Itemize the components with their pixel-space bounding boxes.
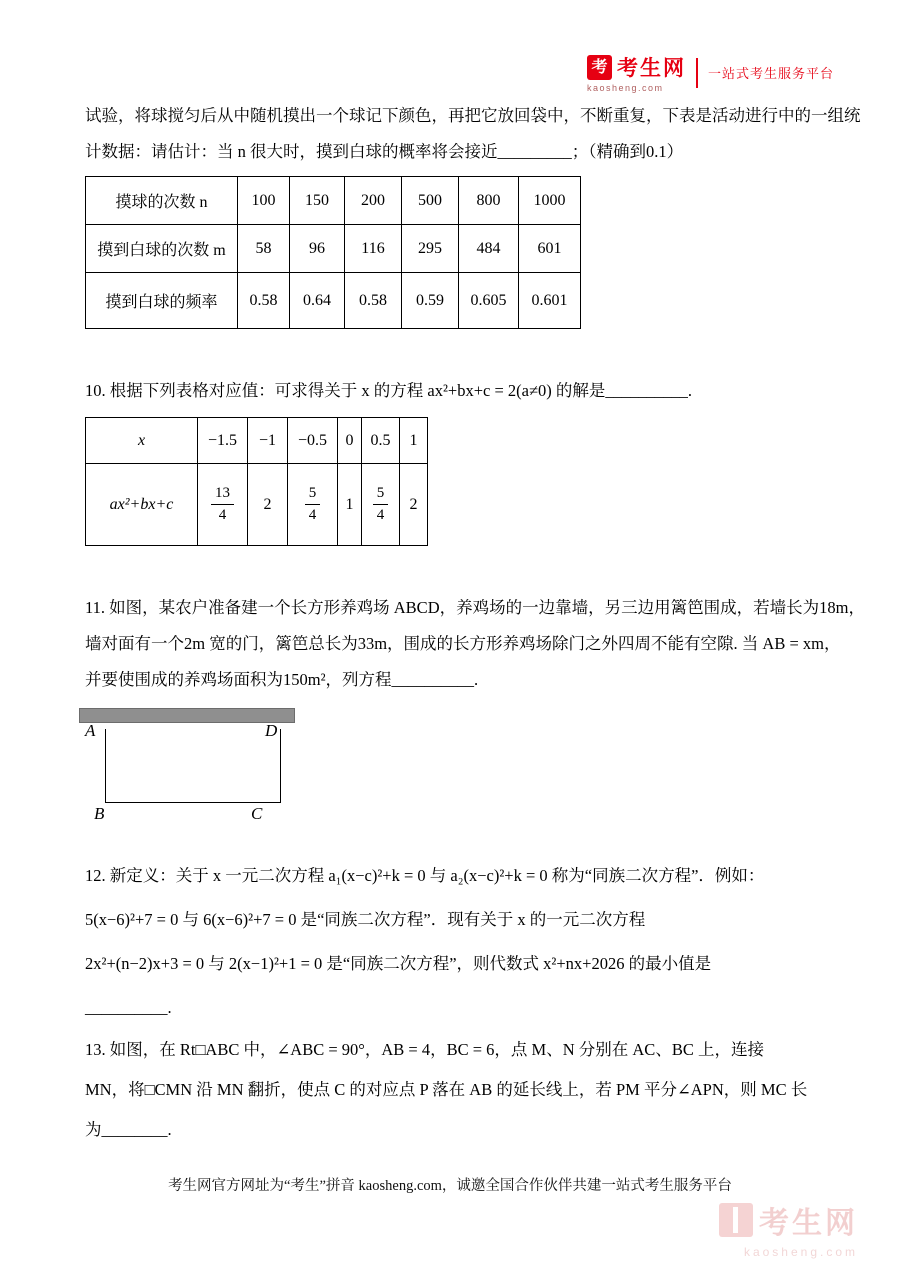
kaosheng-logo-icon: 考	[587, 55, 612, 80]
question-12-text: 2x²+(n−2)x+3 = 0 与 2(x−1)²+1 = 0 是“同族二次方程”，则代数式 x²+nx+2026 的最小值是	[85, 954, 712, 973]
fraction-denominator: 4	[218, 507, 227, 523]
page-footer: 考生网官方网址为“考生”拼音 kaosheng.com，诚邀全国合作伙伴共建一站式考生服务平台	[168, 1178, 732, 1194]
table-row	[86, 464, 428, 546]
question-11-text: 墙对面有一个2m 宽的门，篱笆总长为33m，围成的长方形养鸡场除门之外四周不能有空隙. 当 AB = xm，	[85, 634, 841, 653]
table-row	[86, 273, 581, 329]
table-cell	[362, 464, 400, 546]
question-11	[85, 590, 865, 698]
question-13-text: 为________.	[85, 1120, 172, 1139]
table-cell: 58	[238, 225, 290, 273]
watermark-logo	[719, 1198, 858, 1259]
table-cell: 0.64	[290, 273, 345, 329]
question-9-continuation	[85, 98, 861, 170]
question-11-text: 并要使围成的养鸡场面积为150m²，列方程__________.	[85, 670, 479, 689]
table-cell: 摸到白球的次数 m	[86, 225, 238, 273]
table-cell: 摸球的次数 n	[86, 177, 238, 225]
table-cell: 1000	[519, 177, 581, 225]
paragraph-line: 试验，将球搅匀后从中随机摸出一个球记下颜色，再把它放回袋中，不断重复，下表是活动进行中的一组统	[85, 106, 861, 125]
table-cell: 116	[345, 225, 402, 273]
table-cell: 150	[290, 177, 345, 225]
question-12-text: 12. 新定义：关于 x 一元二次方程 a₁(x−c)²+k = 0 与 a₂(x−c)²+k = 0 称为“同族二次方程”．例如：	[85, 866, 765, 885]
table-cell: 0	[338, 418, 362, 464]
brand-tagline: 一站式考生服务平台	[707, 66, 834, 81]
table-cell: 2	[248, 464, 288, 546]
values-table	[85, 417, 428, 546]
table-cell: 2	[400, 464, 428, 546]
question-12-text: 5(x−6)²+7 = 0 与 6(x−6)²+7 = 0 是“同族二次方程”．现有关于 x 的一元二次方程	[85, 910, 646, 929]
table-cell: 0.601	[519, 273, 581, 329]
brand-name: 考生网	[616, 57, 686, 80]
watermark-domain: kaosheng.com	[743, 1245, 858, 1259]
fraction-denominator: 4	[376, 507, 385, 523]
question-10	[85, 373, 822, 409]
document-content	[85, 98, 865, 1150]
fraction-value	[211, 485, 234, 525]
table-cell: 295	[402, 225, 459, 273]
table-cell: 1	[400, 418, 428, 464]
table-row	[86, 225, 581, 273]
logo-block	[587, 52, 686, 93]
vertex-label-A: A	[85, 721, 96, 740]
vertex-label-B: B	[94, 804, 105, 823]
table-cell: 0.59	[402, 273, 459, 329]
question-12-text: __________.	[85, 998, 172, 1017]
question-12	[85, 854, 822, 1030]
table-cell	[198, 464, 248, 546]
table-cell: 0.5	[362, 418, 400, 464]
table-cell: 200	[345, 177, 402, 225]
question-11-text: 11. 如图，某农户准备建一个长方形养鸡场 ABCD，养鸡场的一边靠墙，另三边用篱笆围成，若墙长为18m，	[85, 598, 865, 617]
table-cell	[288, 464, 338, 546]
brand-domain: kaosheng.com	[586, 83, 664, 93]
table-cell: 601	[519, 225, 581, 273]
fraction-value	[373, 485, 389, 525]
frequency-table	[85, 176, 581, 329]
question-13	[85, 1030, 822, 1150]
table-cell: 0.58	[238, 273, 290, 329]
table-cell: 100	[238, 177, 290, 225]
table-row	[86, 418, 428, 464]
table-cell: −0.5	[288, 418, 338, 464]
kaosheng-watermark-icon	[719, 1203, 753, 1237]
paragraph-line: 计数据：请估计：当 n 很大时，摸到白球的概率将会接近_________；（精确到0.1）	[85, 142, 684, 161]
table-cell: x	[86, 418, 198, 464]
table-cell: 500	[402, 177, 459, 225]
question-13-text: MN，将□CMN 沿 MN 翻折，使点 C 的对应点 P 落在 AB 的延长线上，若 PM 平分∠APN，则 MC 长	[85, 1080, 808, 1099]
table-cell: 800	[459, 177, 519, 225]
rectangle-abcd	[105, 729, 281, 803]
fraction-numerator: 5	[305, 485, 321, 505]
table-cell: 1	[338, 464, 362, 546]
fraction-numerator: 5	[373, 485, 389, 505]
table-row	[86, 177, 581, 225]
table-cell: 484	[459, 225, 519, 273]
question-10-text: 10. 根据下列表格对应值：可求得关于 x 的方程 ax²+bx+c = 2(a≠0) 的解是__________.	[85, 381, 693, 400]
table-cell: ax²+bx+c	[86, 464, 198, 546]
table-cell: −1	[248, 418, 288, 464]
table-cell: −1.5	[198, 418, 248, 464]
table-cell: 0.605	[459, 273, 519, 329]
fraction-numerator: 13	[211, 485, 234, 505]
question-13-text: 13. 如图，在 Rt□ABC 中，∠ABC = 90°，AB = 4，BC = 6，点 M、N 分别在 AC、BC 上，连接	[85, 1040, 764, 1059]
table-cell: 0.58	[345, 273, 402, 329]
vertex-label-C: C	[251, 804, 263, 823]
brand-divider	[696, 58, 698, 88]
wall-shape	[79, 708, 295, 723]
q11-figure	[85, 708, 822, 830]
table-cell: 摸到白球的频率	[86, 273, 238, 329]
vertex-label-D: D	[265, 721, 278, 740]
header-logo	[587, 52, 834, 93]
table-cell: 96	[290, 225, 345, 273]
watermark-brand: 考生网	[759, 1207, 858, 1240]
fraction-value	[305, 485, 321, 525]
fraction-denominator: 4	[308, 507, 317, 523]
